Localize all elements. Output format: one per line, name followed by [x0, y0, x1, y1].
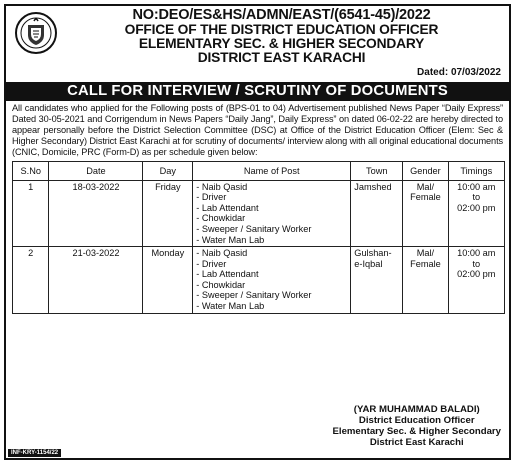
table-row: [13, 180, 505, 247]
row-town: [351, 247, 403, 314]
intro-paragraph: All candidates who applied for the Following posts of (BPS-01 to 04) Advertisement published News Paper “Daily Express” Dated 30-05-2021 and Corrigendum in News Papers “Daily Jang”, Daily Express” on dated 06-02-22 are hereby directed to appear personally before the District Selection Committee (DSC) at Office of the District Education Officer (Elem: Sec & Higher Secondary) District East Karachi at for scrutiny of documents/ interview along with all original educational documents (CNIC, Domicile, PRC (Form-D) as per schedule given below:: [12, 103, 504, 157]
post-item: - Chowkidar: [196, 213, 246, 224]
town-line: e-Iqbal: [354, 258, 383, 269]
dated-line: Dated: 07/03/2022: [417, 67, 501, 78]
signatory-title: District Education Officer: [358, 415, 475, 426]
signatory-department: Elementary Sec. & Higher Secondary: [332, 426, 501, 437]
district-title: DISTRICT EAST KARACHI: [197, 50, 366, 65]
post-item: - Naib Qasid: [196, 181, 248, 192]
row-timings: [448, 247, 504, 314]
reference-number: NO:DEO/ES&HS/ADMN/EAST/(6541-45)/2022: [132, 7, 431, 23]
row-town: [351, 180, 403, 247]
post-item: - Sweeper / Sanitary Worker: [196, 223, 312, 234]
header-date: Date: [49, 161, 143, 180]
header-gender: Gender: [403, 161, 448, 180]
post-item: - Chowkidar: [196, 279, 246, 290]
time-to: to: [472, 192, 481, 203]
post-item: - Lab Attendant: [196, 202, 259, 213]
header-day: Day: [143, 161, 193, 180]
department-title: ELEMENTARY SEC. & HIGHER SECONDARY: [138, 36, 425, 51]
time-end: 02:00 pm: [457, 269, 496, 280]
town-line: Gulshan-: [354, 248, 392, 259]
interview-schedule-table: [12, 161, 505, 314]
header-timings: Timings: [448, 161, 504, 180]
time-end: 02:00 pm: [457, 202, 496, 213]
gender-line: Female: [410, 258, 441, 269]
row-posts: [193, 247, 351, 314]
row-timings: [448, 180, 504, 247]
post-item: - Water Man Lab: [196, 301, 265, 312]
post-item: - Water Man Lab: [196, 234, 265, 245]
time-to: to: [472, 258, 481, 269]
signatory-name: (YAR MUHAMMAD BALADI): [353, 404, 480, 415]
row-sno: 2: [13, 247, 49, 314]
row-day: Monday: [143, 247, 193, 314]
time-start: 10:00 am: [457, 248, 496, 259]
post-item: - Driver: [196, 258, 227, 269]
town-line: Jamshed: [354, 181, 392, 192]
gender-line: Mal/: [416, 181, 435, 192]
post-item: - Lab Attendant: [196, 269, 259, 280]
advertisement-page: [4, 4, 511, 460]
header-sno: S.No: [13, 161, 49, 180]
header-town: Town: [351, 161, 403, 180]
signature-block: [333, 404, 502, 448]
gender-line: Female: [410, 192, 441, 203]
release-code: INF-KRY-1154/22: [8, 449, 61, 457]
row-gender: [403, 180, 448, 247]
time-start: 10:00 am: [457, 181, 496, 192]
row-date: 18-03-2022: [49, 180, 143, 247]
government-seal-icon: [14, 11, 58, 55]
table-row: [13, 247, 505, 314]
row-gender: [403, 247, 448, 314]
row-posts: [193, 180, 351, 247]
gender-line: Mal/: [416, 248, 435, 259]
table-header-row: [13, 161, 505, 180]
notice-banner: CALL FOR INTERVIEW / SCRUTINY OF DOCUMENTS: [6, 82, 509, 101]
office-title: OFFICE OF THE DISTRICT EDUCATION OFFICER: [124, 22, 439, 37]
header: [58, 6, 505, 65]
row-sno: 1: [13, 180, 49, 247]
post-item: - Sweeper / Sanitary Worker: [196, 290, 312, 301]
post-item: - Driver: [196, 192, 227, 203]
header-post: Name of Post: [193, 161, 351, 180]
signatory-district: District East Karachi: [369, 437, 464, 448]
row-date: 21-03-2022: [49, 247, 143, 314]
post-item: - Naib Qasid: [196, 248, 248, 259]
row-day: Friday: [143, 180, 193, 247]
